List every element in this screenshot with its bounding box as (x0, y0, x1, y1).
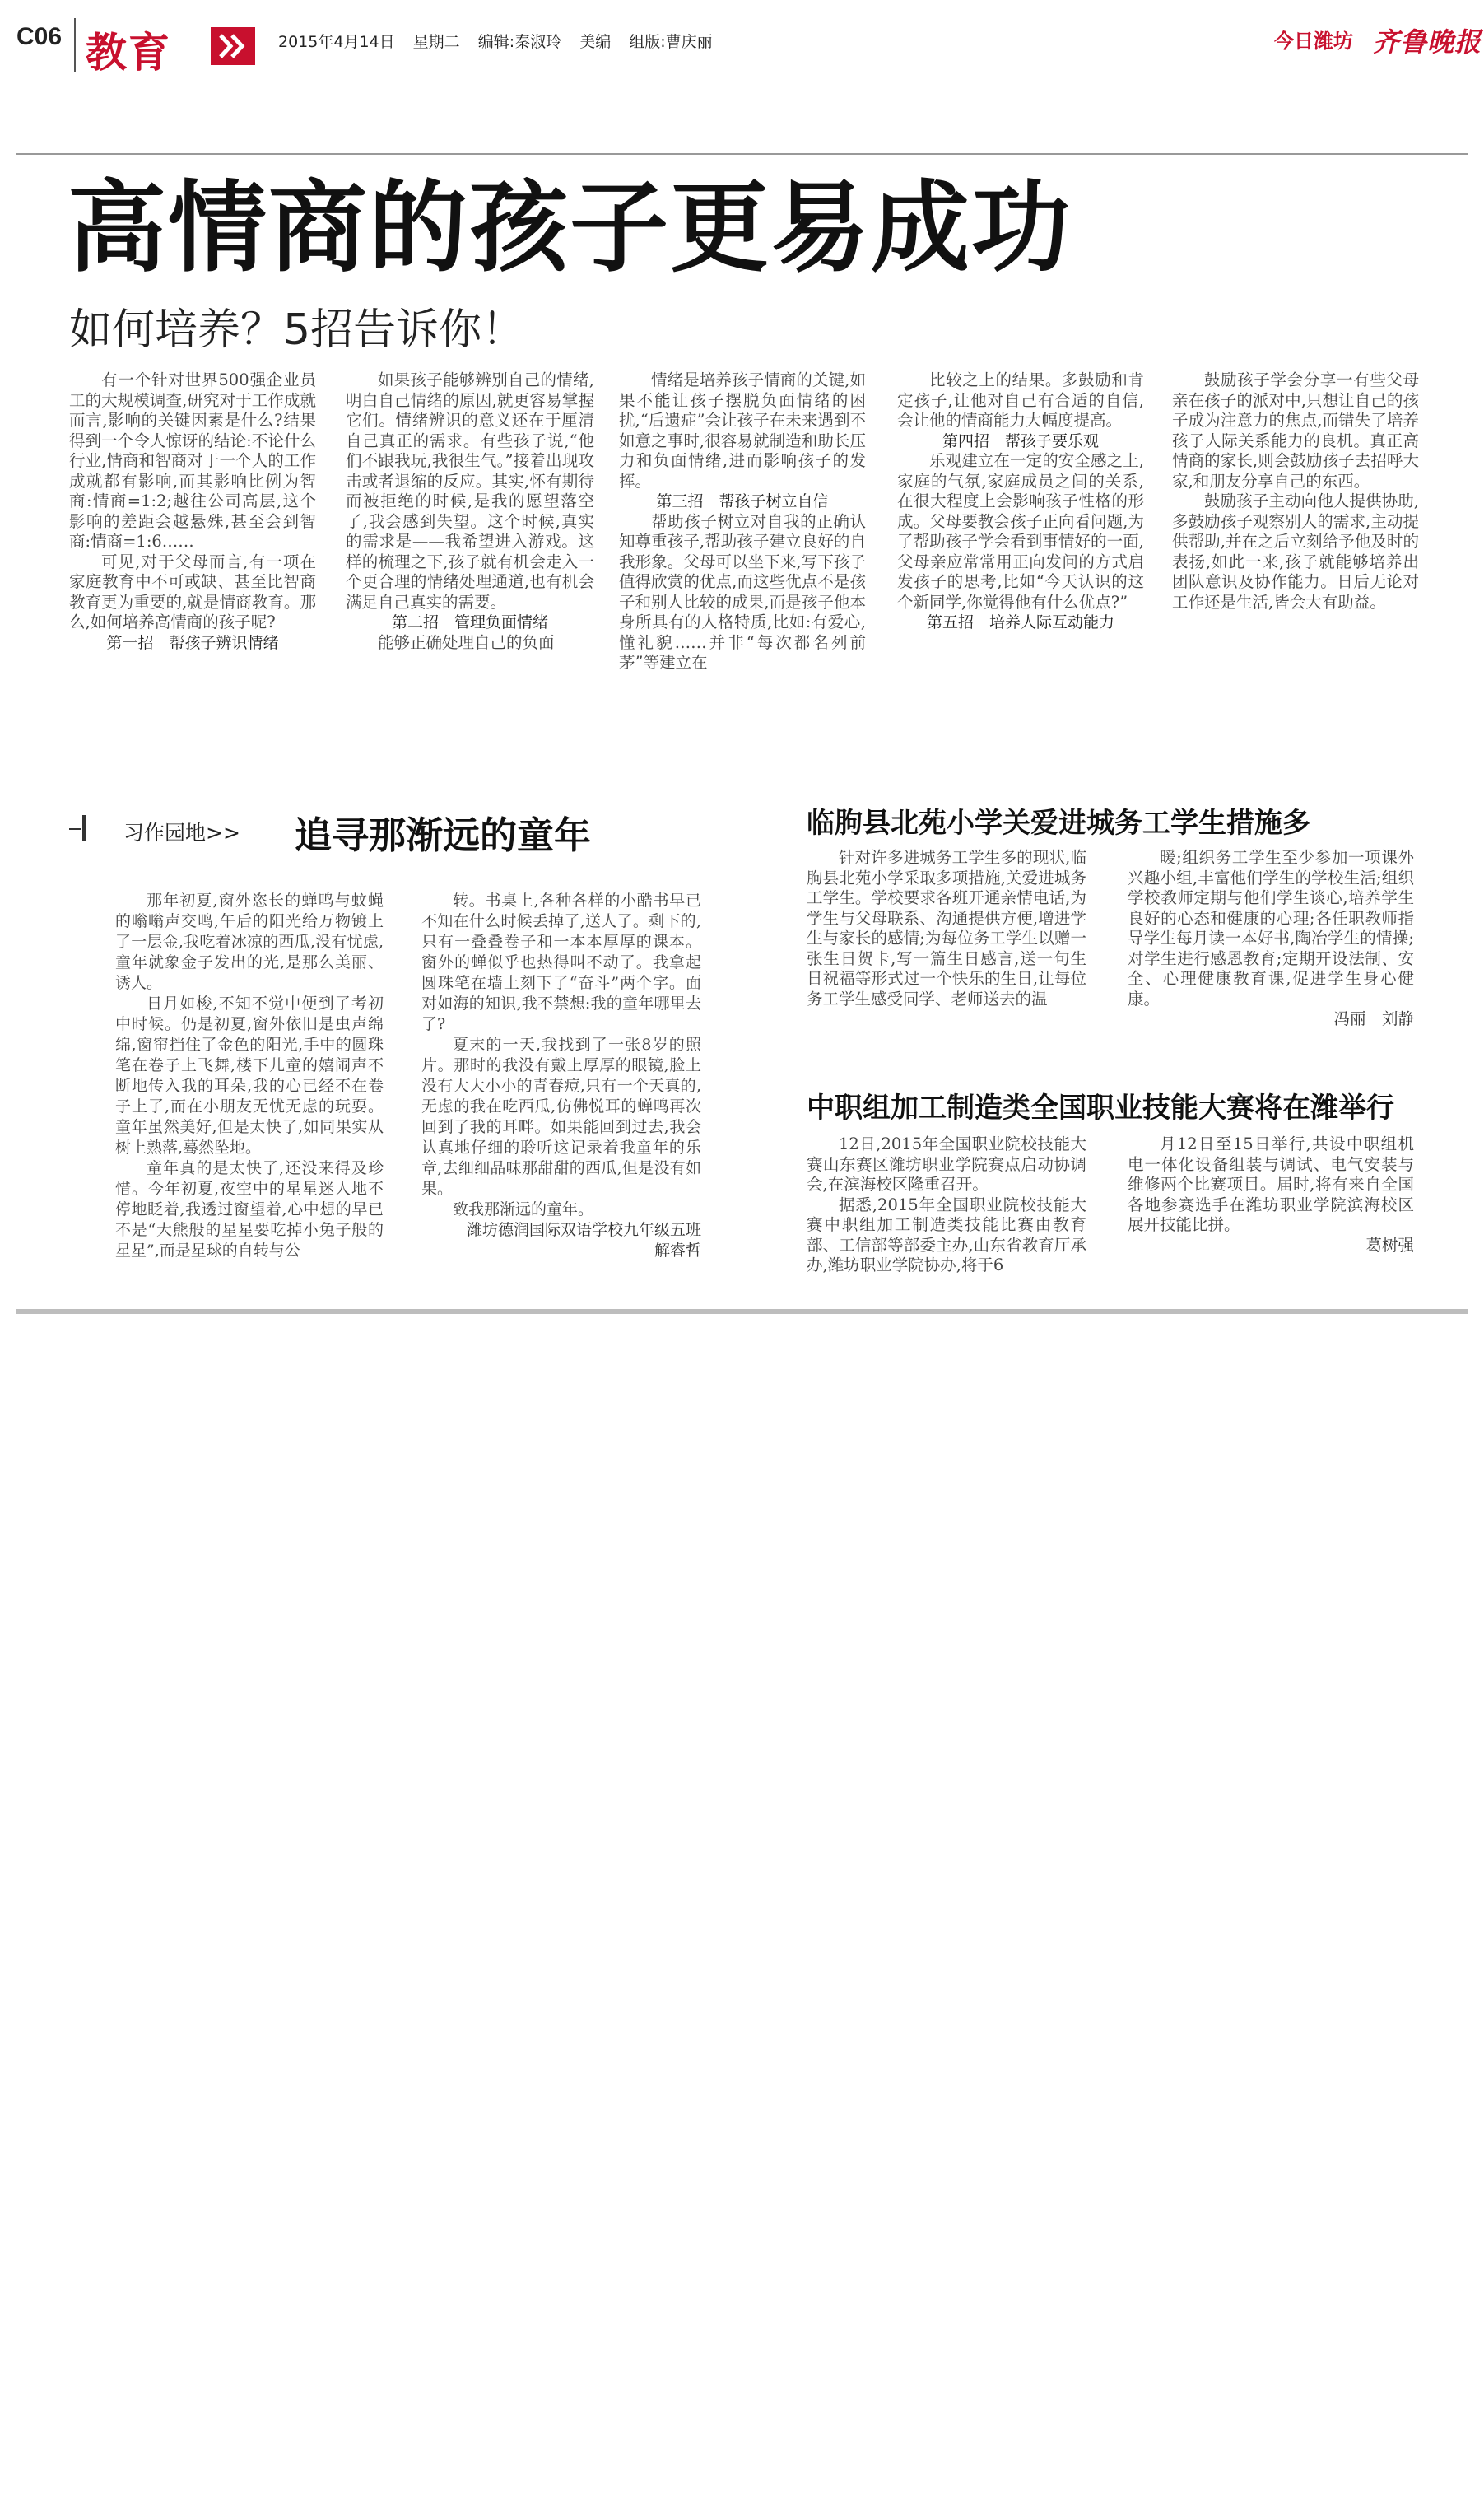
header-divider (74, 18, 76, 72)
news-headline-1: 临朐县北苑小学关爱进城务工学生措施多 (807, 807, 1310, 840)
paragraph: 暖;组织务工学生至少参加一项课外兴趣小组,丰富他们学生的学校生活;组织学校教师定期与他们学生谈心,培养学生良好的心态和健康的心理;各任职教师指导学生每月读一本好书,陶冶学生的情操;对学生进行感恩教育;定期开设法制、安全、心理健康教育课,促进学生身心健康。 (1128, 848, 1414, 1009)
tip-heading-5: 第五招 培养人际互动能力 (926, 613, 1114, 631)
header-rule (16, 153, 1468, 155)
issue-meta (278, 30, 726, 52)
essay-headline: 追寻那渐远的童年 (295, 813, 592, 857)
paragraph: 童年真的是太快了,还没来得及珍惜。今年初夏,夜空中的星星迷人地不停地眨着,我透过窗望着,心中想的早已不是“大熊般的星星要吃掉小兔子般的星星”,而是星球的自转与公 (115, 1159, 384, 1260)
section-name: 教育 (86, 29, 171, 77)
paragraph: 有一个针对世界500强企业员工的大规模调查,研究对于工作成就而言,影响的关键因素是什么?结果得到一个令人惊讶的结论:不论什么行业,情商和智商对于一个人的工作成就都有影响,而其影响比例为智商:情商=1:2;越往公司高层,这个影响的差距会越悬殊,甚至会到智商:情商=1:6…… (69, 370, 316, 551)
main-subheadline: 如何培养？5招告诉你！ (69, 305, 525, 355)
newspaper-logo: 齐鲁晚报 (1373, 26, 1482, 58)
editor-credit: 编辑:秦淑玲 (477, 33, 562, 51)
tip-heading-1: 第一招 帮孩子辨识情绪 (106, 633, 279, 652)
news2-column-1 (807, 1134, 1086, 1276)
paragraph: 转。书桌上,各种各样的小酷书早已不知在什么时候丢掉了,送人了。剩下的,只有一叠叠卷子和一本本厚厚的课本。窗外的蝉似乎也热得叫不动了。我拿起圆珠笔在墙上刻下了“奋斗”两个字。面对如海的知识,我不禁想:我的童年哪里去了? (421, 892, 701, 1033)
paragraph: 日月如梭,不知不觉中便到了考初中时候。仍是初夏,窗外依旧是虫声绵绵,窗帘挡住了金色的阳光,手中的圆珠笔在卷子上飞舞,楼下儿童的嬉闹声不断地传入我的耳朵,我的心已经不在卷子上了,而在小朋友无忧无虑的玩耍。童年虽然美好,但是太快了,如同果实从树上熟落,蓦然坠地。 (115, 995, 384, 1157)
news1-column-2 (1128, 848, 1414, 1030)
paragraph: 帮助孩子树立对自我的正确认知尊重孩子,帮助孩子建立良好的自我形象。父母可以坐下来,写下孩子值得欣赏的优点,而这些优点不是孩子和别人比较的成果,而是孩子他本身所具有的人格特质,比如:有爱心,懂礼貌……并非“每次都名列前茅”等建立在 (619, 511, 866, 672)
double-chevron-right-icon (211, 27, 255, 65)
paragraph: 致我那渐远的童年。 (453, 1200, 594, 1218)
tip-heading-3: 第三招 帮孩子树立自信 (656, 492, 829, 510)
paragraph: 鼓励孩子学会分享一有些父母亲在孩子的派对中,只想让自己的孩子成为注意力的焦点,而错失了培养孩子人际关系能力的良机。真正高情商的家长,则会鼓励孩子去招呼大家,和朋友分享自己的东西。 (1172, 370, 1419, 491)
news2-column-2 (1128, 1134, 1414, 1256)
layout-credit: 组版:曹庆丽 (629, 33, 713, 51)
news1-column-1 (807, 848, 1086, 1009)
page-number: C06 (16, 23, 63, 50)
essay-column-1 (115, 891, 384, 1261)
issue-weekday: 星期二 (412, 33, 460, 51)
today-label: 今日潍坊 (1274, 30, 1353, 53)
paragraph: 那年初夏,窗外恣长的蝉鸣与蚊蝇的嗡嗡声交鸣,午后的阳光给万物镀上了一层金,我吃着冰凉的西瓜,没有忧虑,童年就象金子发出的光,是那么美丽、诱人。 (115, 892, 384, 992)
paragraph: 可见,对于父母而言,有一项在家庭教育中不可或缺、甚至比智商教育更为重要的,就是情商教育。那么,如何培养高情商的孩子呢? (69, 552, 316, 631)
paragraph: 针对许多进城务工学生多的现状,临朐县北苑小学采取多项措施,关爱进城务工学生。学校要求各班开通亲情电话,为学生与父母联系、沟通提供方便,增进学生与家长的感情;为每位务工学生以赠一张生日贺卡,写一篇生日感言,送一句生日祝福等形式过一个快乐的生日,让每位务工学生感受同学、老师送去的温 (807, 848, 1086, 1009)
paragraph: 12日,2015年全国职业院校技能大赛山东赛区潍坊职业学院赛点启动协调会,在滨海校区隆重召开。 (807, 1134, 1086, 1194)
essay-column-2 (421, 891, 701, 1261)
paragraph: 能够正确处理自己的负面 (378, 632, 555, 652)
paragraph: 鼓励孩子主动向他人提供协助,多鼓励孩子观察别人的需求,主动提供帮助,并在之后立刻给予他及时的表扬,如此一来,孩子就能够培养出团队意识及协作能力。日后无论对工作还是生活,皆会大有助益。 (1172, 491, 1419, 612)
story1-column-2 (346, 370, 594, 653)
story1-column-3 (619, 370, 866, 673)
news2-byline: 葛树强 (1365, 1235, 1414, 1255)
designer-credit: 美编 (579, 33, 612, 51)
news1-byline: 冯丽 刘静 (1333, 1009, 1414, 1028)
paragraph: 比较之上的结果。多鼓励和肯定孩子,让他对自己有合适的自信,会让他的情商能力大幅度提高。 (897, 370, 1144, 430)
story1-column-5 (1172, 370, 1419, 613)
paragraph: 情绪是培养孩子情商的关键,如果不能让孩子摆脱负面情绪的困扰,“后遗症”会让孩子在未来遇到不如意之事时,很容易就制造和助长压力和负面情绪,进而影响孩子的发挥。 (619, 370, 866, 491)
paragraph: 乐观建立在一定的安全感之上,家庭的气氛,家庭成员之间的关系,在很大程度上会影响孩子性格的形成。父母要教会孩子正向看问题,为了帮助孩子学会看到事情好的一面,父母亲应常常用正向发问的方式启发孩子的思考,比如“今天认识的这个新同学,你觉得他有什么优点?” (897, 451, 1144, 612)
tip-heading-4: 第四招 帮孩子要乐观 (942, 431, 1099, 450)
paragraph: 据悉,2015年全国职业院校技能大赛中职组加工制造类技能比赛由教育部、工信部等部委主办,山东省教育厅承办,潍坊职业学院协办,将于6 (807, 1195, 1086, 1274)
news-headline-2: 中职组加工制造类全国职业技能大赛将在潍举行 (807, 1092, 1394, 1125)
column-kicker: 习作园地>> (123, 821, 240, 845)
story1-column-1 (69, 370, 316, 653)
essay-author: 解睿哲 (654, 1242, 701, 1260)
kicker-marker-line (69, 828, 81, 830)
tip-heading-2: 第二招 管理负面情绪 (391, 613, 548, 631)
paragraph: 夏末的一天,我找到了一张8岁的照片。那时的我没有戴上厚厚的眼镜,脸上没有大大小小的青春痘,只有一个天真的,无虑的我在吃西瓜,仿佛悦耳的蝉鸣再次回到了我的耳畔。如果能回到过去,我会认真地仔细的聆听这记录着我童年的乐章,去细细品味那甜甜的西瓜,但是没有如果。 (421, 1036, 701, 1198)
main-headline: 高情商的孩子更易成功 (67, 171, 1072, 286)
paragraph: 如果孩子能够辨别自己的情绪,明白自己情绪的原因,就更容易掌握它们。情绪辨识的意义还在于厘清自己真正的需求。有些孩子说,“他们不跟我玩,我很生气。”接着出现攻击或者退缩的反应。其实,怀有期待而被拒绝的时候,是我的愿望落空了,我会感到失望。这个时候,真实的需求是——我希望进入游戏。这样的梳理之下,孩子就有机会走入一个更合理的情绪处理通道,也有机会满足自己真实的需要。 (346, 370, 594, 612)
essay-school: 潍坊德润国际双语学校九年级五班 (466, 1221, 701, 1239)
issue-date: 2015年4月14日 (278, 33, 395, 51)
paragraph: 月12日至15日举行,共设中职组机电一体化设备组装与调试、电气安装与维修两个比赛项目。届时,将有来自全国各地参赛选手在潍坊职业学院滨海校区展开技能比拼。 (1128, 1134, 1414, 1234)
story1-column-4 (897, 370, 1144, 633)
kicker-marker-bar (82, 815, 86, 841)
content-bottom-rule (16, 1309, 1468, 1314)
